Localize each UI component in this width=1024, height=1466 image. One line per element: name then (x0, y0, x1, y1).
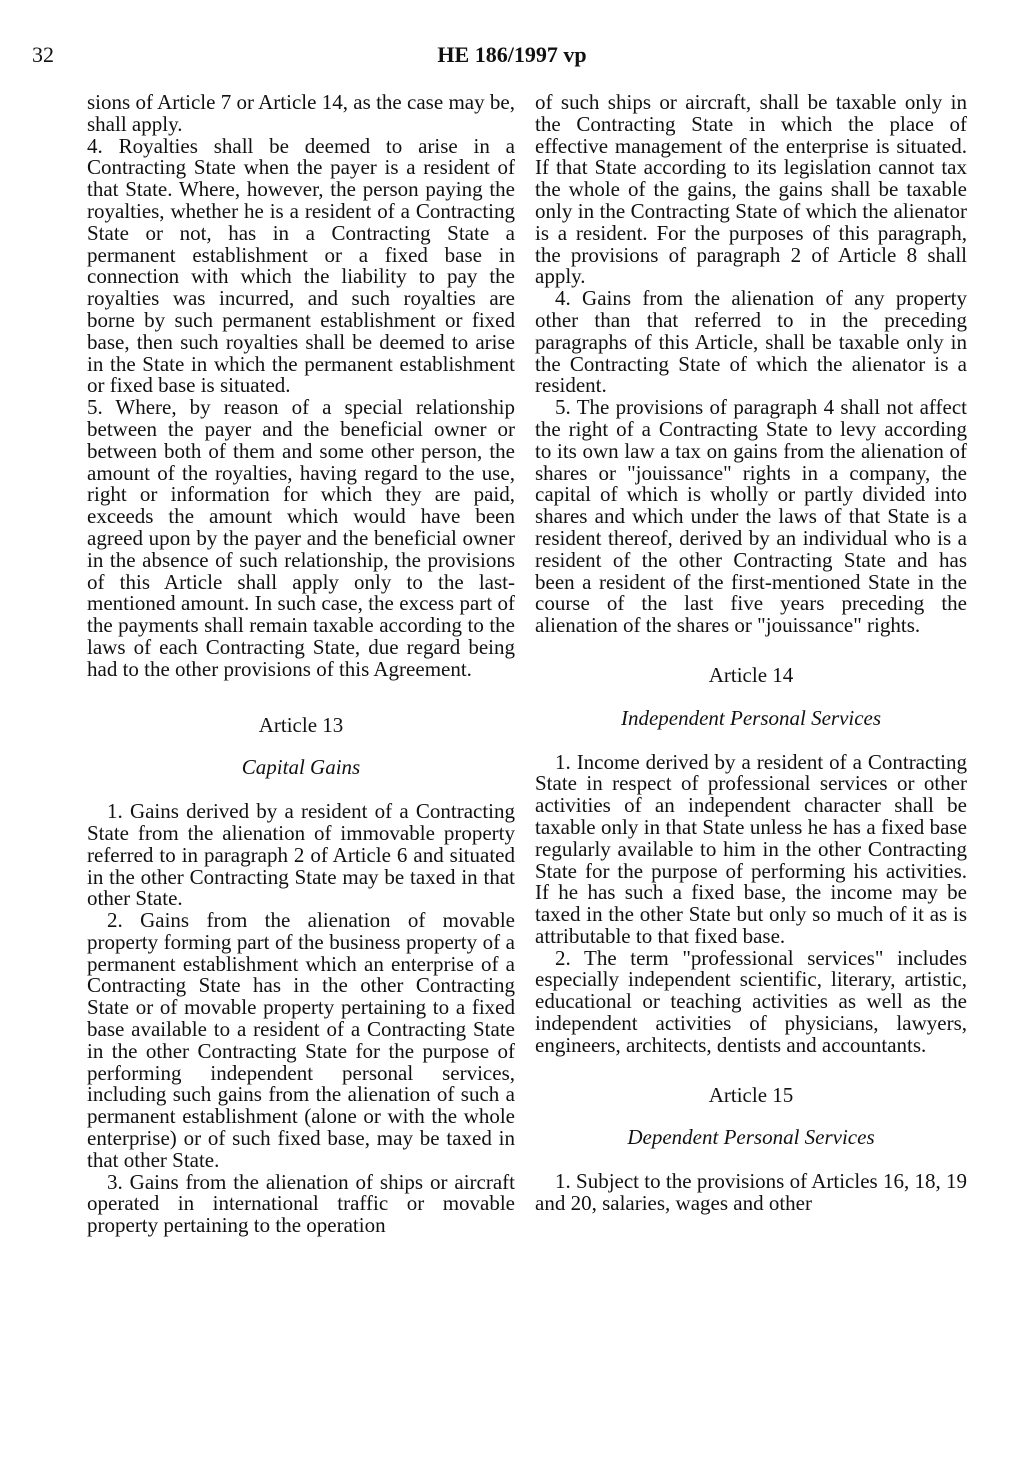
running-head: HE 186/1997 vp (437, 42, 587, 67)
paragraph-15-1: 1. Subject to the provisions of Articles 16, 18, 19 and 20, salaries, wages and other (535, 1169, 967, 1216)
paragraph-continuation: sions of Article 7 or Article 14, as the case may be, shall apply. (87, 90, 515, 136)
paragraph-13-4: 4. Gains from the alienation of any property other than that referred to in the preceding paragraphs of this Article, shall be taxable only in the Contracting State of which the alienator is a resident. (535, 286, 967, 398)
paragraph-14-2: 2. The term "professional services" includes especially independent scientific, literary, artistic, educational or teaching activities as well as the independent activities of physicians, lawyers, engineers, architects, dentists and accountants. (535, 945, 967, 1057)
left-column (87, 92, 515, 1237)
article-15-heading: Article 15 (708, 1082, 794, 1107)
article-15-title: Dependent Personal Services (627, 1125, 875, 1150)
paragraph-13-1: 1. Gains derived by a resident of a Contracting State from the alienation of immovable property referred to in paragraph 2 of Article 6 and situated in the other Contracting State may be taxed in that other State. (87, 799, 515, 911)
article-14-title: Independent Personal Services (620, 705, 882, 730)
paragraph-12-4: 4. Royalties shall be deemed to arise in a Contracting State when the payer is a resident of that State. Where, however, the person paying the royalties, whether he is a resident of a Contracting State or not, has in a Contracting State a permanent establishment or a fixed base in connection with which the liability to pay the royalties was incurred, and such royalties are borne by such permanent establishment or fixed base, then such royalties shall be deemed to arise in the State in which the permanent establishment or fixed base is situated. (87, 133, 515, 398)
paragraph-13-3-continuation: of such ships or aircraft, shall be taxable only in the Contracting State in which the place of effective management of the enterprise is situated. If that State according to its legislation cannot tax the whole of the gains, the gains shall be taxable only in the Contracting State of which the alienator is a resident. For the purposes of this paragraph, the provisions of paragraph 2 of Article 8 shall apply. (535, 90, 967, 289)
paragraph-13-2: 2. Gains from the alienation of movable property forming part of the business property of a permanent establishment which an enterprise of a Contracting State has in the other Contracting State or of movable property pertaining to a fixed base available to a resident of a Contracting State in the other Contracting State for the purpose of performing independent personal services, including such gains from the alienation of such a permanent establishment (alone or with the whole enterprise) or of such fixed base, may be taxed in that other State. (87, 908, 515, 1172)
article-13-heading: Article 13 (258, 712, 344, 737)
right-column (535, 92, 967, 1215)
paragraph-13-5: 5. The provisions of paragraph 4 shall not affect the right of a Contracting State to levy according to its own law a tax on gains from the alienation of shares or "jouissance" rights in a company, the capital of which is wholly or partly divided into shares and which under the laws of that State is a resident thereof, derived by an individual who is a resident of the other Contracting State and has been a resident of the first-mentioned State in the course of the last five years preceding the alienation of the shares or "jouissance" rights. (535, 395, 967, 638)
paragraph-14-1: 1. Income derived by a resident of a Contracting State in respect of professional services or other activities of an independent character shall be taxable only in that State unless he has a fixed base regularly available to him in the other Contracting State for the purpose of performing his activities. If he has such a fixed base, the income may be taxed in the other State but only so much of it as is attributable to that fixed base. (535, 749, 967, 948)
article-14-heading: Article 14 (708, 662, 794, 687)
paragraph-12-5: 5. Where, by reason of a special relationship between the payer and the beneficial owner or between both of them and some other person, the amount of the royalties, having regard to the use, right or information for which they are paid, exceeds the amount which would have been agreed upon by the payer and the beneficial owner in the absence of such relationship, the provisions of this Article shall apply only to the last-mentioned amount. In such case, the excess part of the payments shall remain taxable according to the laws of each Contracting State, due regard being had to the other provisions of this Agreement. (87, 395, 515, 681)
paragraph-13-3: 3. Gains from the alienation of ships or aircraft operated in international traffic or movable property pertaining to the operation (87, 1169, 515, 1238)
article-13-title: Capital Gains (241, 755, 361, 780)
page-number: 32 (32, 42, 54, 67)
